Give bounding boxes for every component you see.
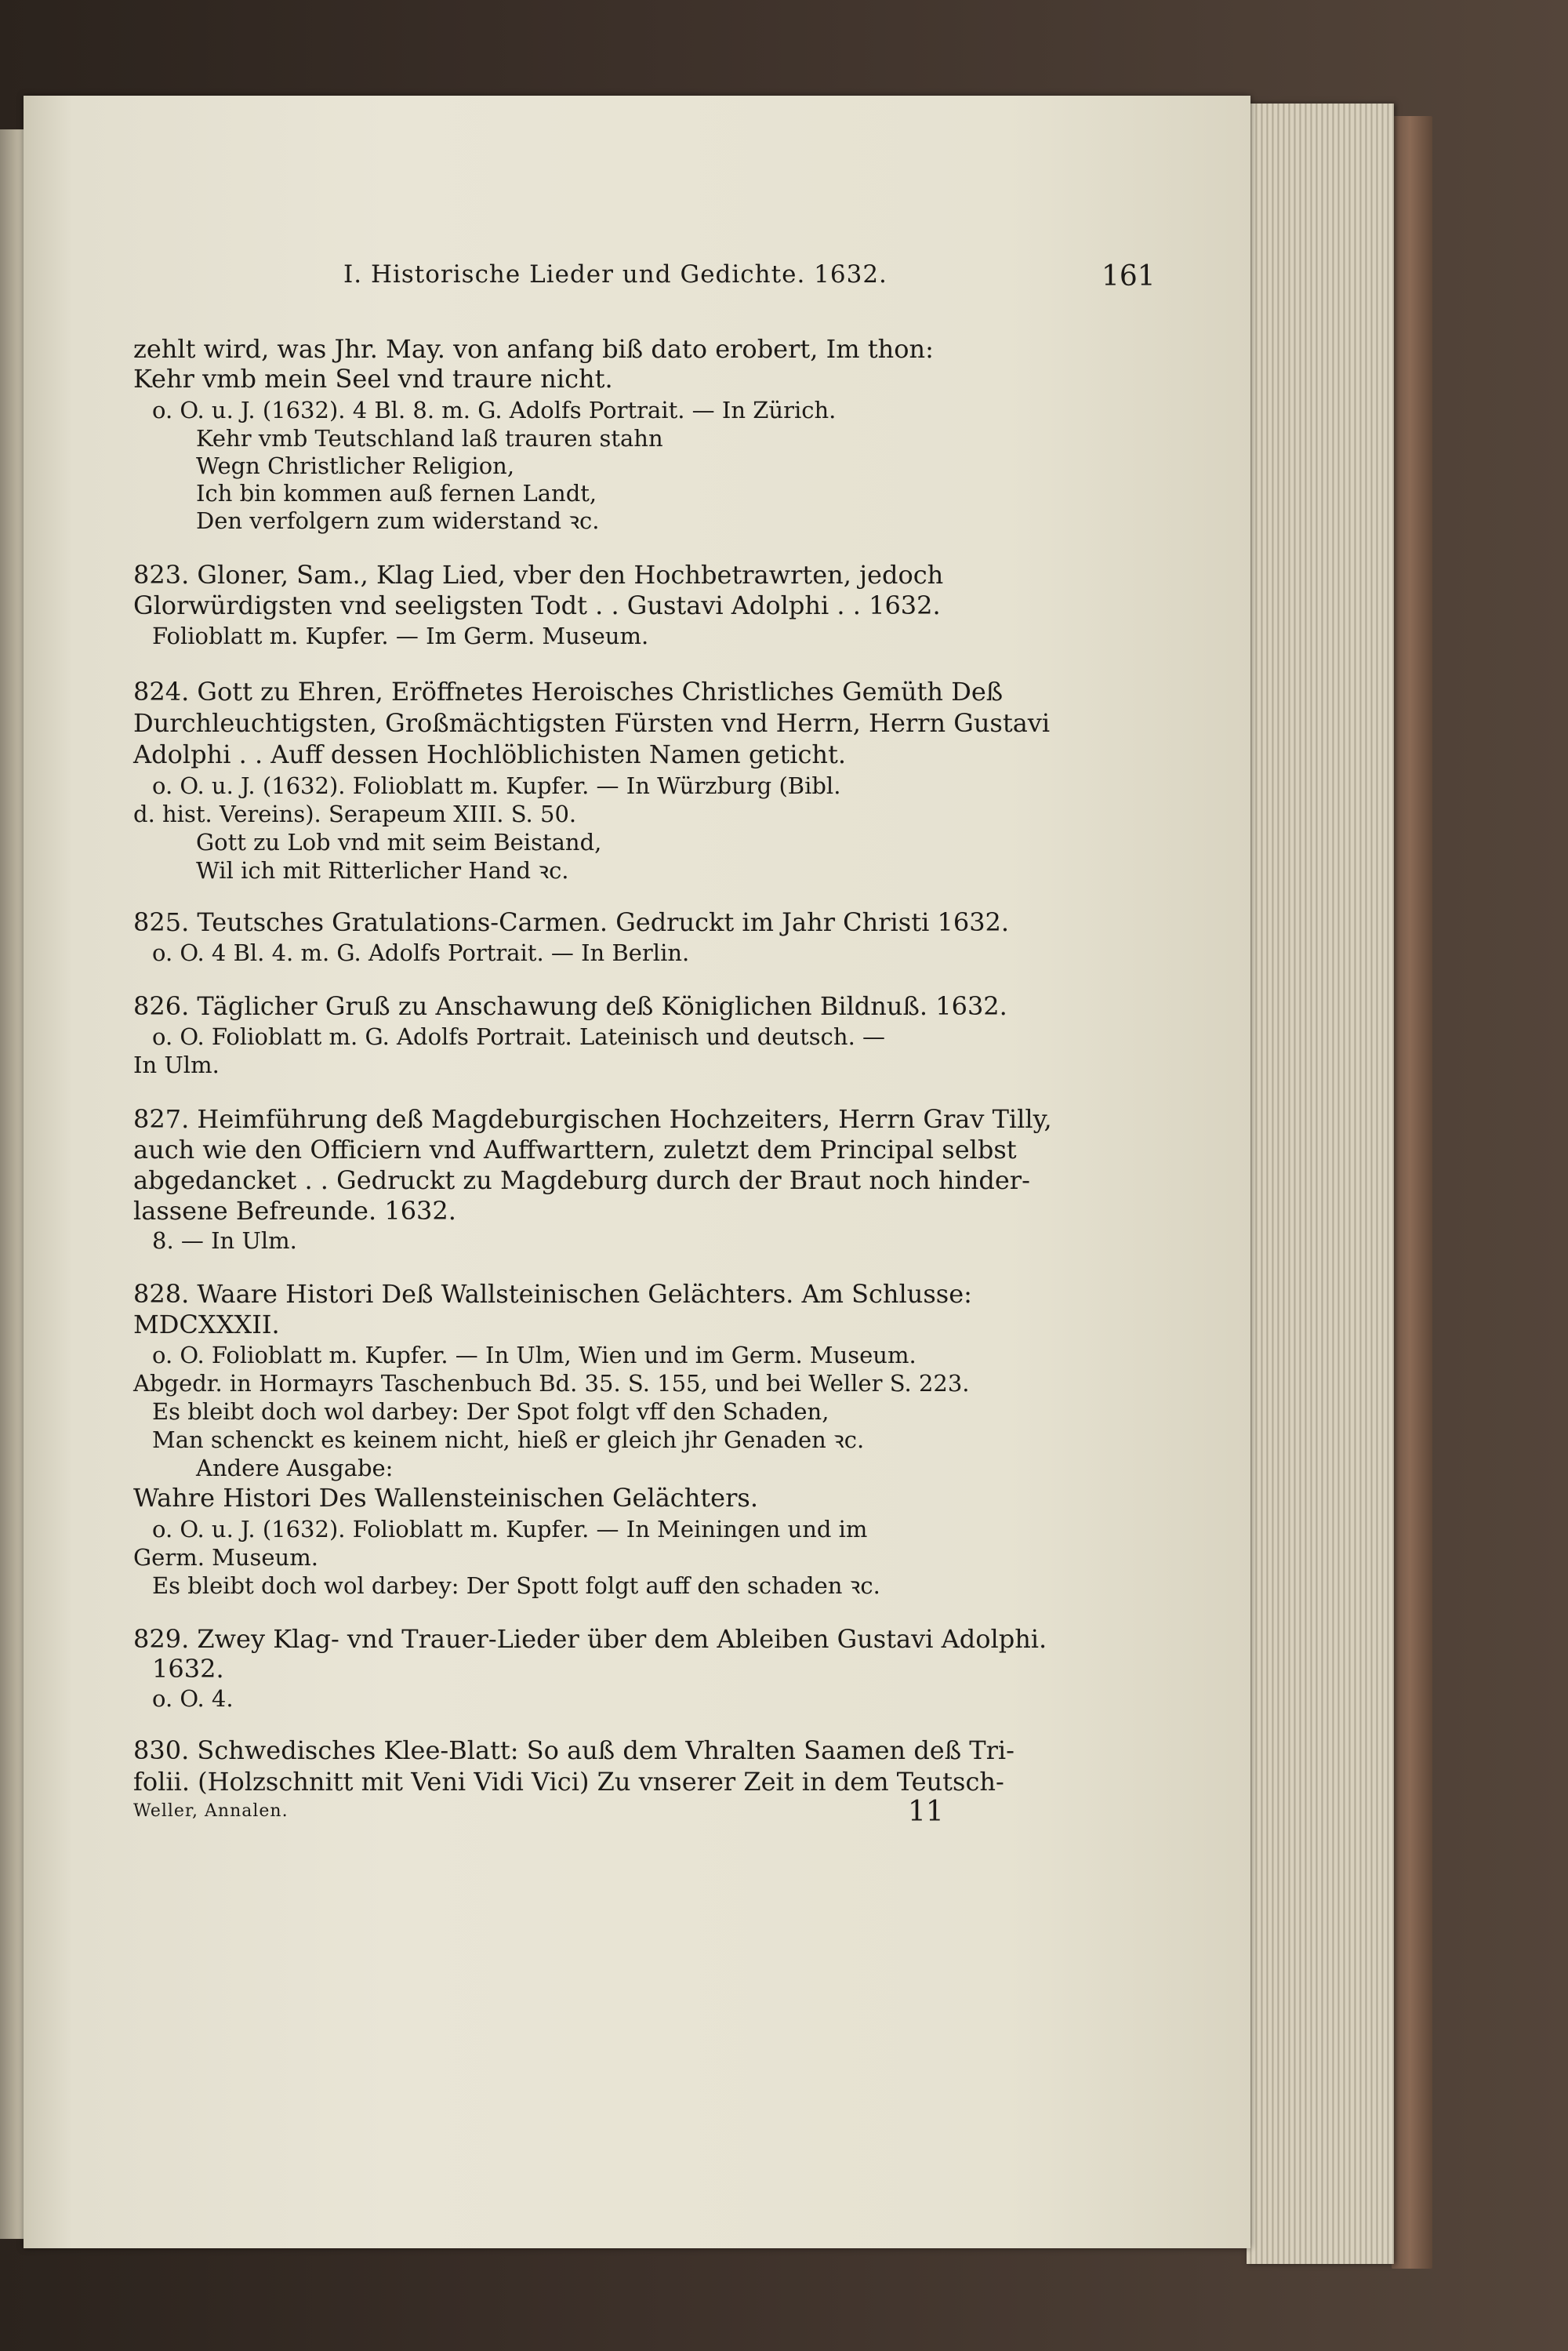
verse-line: Es bleibt doch wol darbey: Der Spot folgt vff den Schaden, xyxy=(152,1398,829,1425)
page-number: 161 xyxy=(1102,260,1156,293)
text-line: o. O. Folioblatt m. G. Adolfs Portrait. Lateinisch und deutsch. — xyxy=(152,1023,886,1050)
entry-824: 824. Gott zu Ehren, Eröffnetes Heroisches Christliches Gemüth Deß xyxy=(133,677,1004,707)
text-line: o. O. u. J. (1632). Folioblatt m. Kupfer. — In Würzburg (Bibl. xyxy=(152,772,841,799)
text-line: Wahre Histori Des Wallensteinischen Gelächters. xyxy=(133,1483,758,1513)
text-line: auch wie den Officiern vnd Auffwarttern, zuletzt dem Principal selbst xyxy=(133,1135,1017,1165)
text-line: abgedancket . . Gedruckt zu Magdeburg durch der Braut noch hinder- xyxy=(133,1165,1030,1195)
text-line: lassene Befreunde. 1632. xyxy=(133,1196,456,1226)
verse-line: Kehr vmb Teutschland laß trauren stahn xyxy=(196,425,663,452)
text-line: Durchleuchtigsten, Großmächtigsten Fürsten vnd Herrn, Herrn Gustavi xyxy=(133,708,1051,738)
text-line: d. hist. Vereins). Serapeum XIII. S. 50. xyxy=(133,801,577,827)
entry-830: 830. Schwedisches Klee-Blatt: So auß dem Vhralten Saamen deß Tri- xyxy=(133,1735,1014,1765)
entry-826: 826. Täglicher Gruß zu Anschawung deß Königlichen Bildnuß. 1632. xyxy=(133,991,1007,1021)
entry-829: 829. Zwey Klag- vnd Trauer-Lieder über dem Ableiben Gustavi Adolphi. xyxy=(133,1624,1047,1654)
running-header xyxy=(24,260,1250,300)
verse-line: Wegn Christlicher Religion, xyxy=(196,452,515,479)
text-line: o. O. Folioblatt m. Kupfer. — In Ulm, Wien und im Germ. Museum. xyxy=(152,1342,916,1368)
text-line: Folioblatt m. Kupfer. — Im Germ. Museum. xyxy=(152,623,649,649)
entry-825: 825. Teutsches Gratulations-Carmen. Gedruckt im Jahr Christi 1632. xyxy=(133,907,1010,937)
text-line: o. O. u. J. (1632). Folioblatt m. Kupfer. — In Meiningen und im xyxy=(152,1516,868,1543)
text-line: zehlt wird, was Jhr. May. von anfang biß dato erobert, Im thon: xyxy=(133,334,934,364)
verse-line: Es bleibt doch wol darbey: Der Spott folgt auff den schaden ꝛc. xyxy=(152,1572,880,1599)
signature-mark: Weller, Annalen. xyxy=(133,1801,289,1821)
text-line: Kehr vmb mein Seel vnd traure nicht. xyxy=(133,364,613,394)
verse-line: Gott zu Lob vnd mit seim Beistand, xyxy=(196,829,602,856)
text-line: folii. (Holzschnitt mit Veni Vidi Vici) Zu vnserer Zeit in dem Teutsch- xyxy=(133,1767,1004,1797)
text-line: o. O. 4. xyxy=(152,1685,234,1712)
text-line: o. O. 4 Bl. 4. m. G. Adolfs Portrait. — In Berlin. xyxy=(152,939,690,966)
text-line: 8. — In Ulm. xyxy=(152,1227,297,1254)
text-line: Glorwürdigsten vnd seeligsten Todt . . Gustavi Adolphi . . 1632. xyxy=(133,590,941,620)
text-line: Germ. Museum. xyxy=(133,1544,318,1571)
text-line: MDCXXXII. xyxy=(133,1310,280,1339)
verse-line: Wil ich mit Ritterlicher Hand ꝛc. xyxy=(196,857,569,884)
book-page xyxy=(24,96,1250,2248)
text-line: Abgedr. in Hormayrs Taschenbuch Bd. 35. S. 155, und bei Weller S. 223. xyxy=(133,1370,970,1397)
text-line: Andere Ausgabe: xyxy=(196,1455,394,1481)
signature-number: 11 xyxy=(908,1796,944,1828)
text-line: In Ulm. xyxy=(133,1052,220,1078)
text-line: o. O. u. J. (1632). 4 Bl. 8. m. G. Adolfs Portrait. — In Zürich. xyxy=(152,397,837,423)
verse-line: Den verfolgern zum widerstand ꝛc. xyxy=(196,507,600,534)
entry-828: 828. Waare Histori Deß Wallsteinischen Gelächters. Am Schlusse: xyxy=(133,1279,972,1309)
header-title: I. Historische Lieder und Gedichte. 1632. xyxy=(343,260,887,289)
verse-line: Ich bin kommen auß fernen Landt, xyxy=(196,480,597,507)
book-cover-edge xyxy=(1392,116,1432,2269)
entry-823: 823. Gloner, Sam., Klag Lied, vber den Hochbetrawrten, jedoch xyxy=(133,560,944,590)
text-line: 1632. xyxy=(152,1654,224,1684)
text-line: Adolphi . . Auff dessen Hochlöblichisten Namen geticht. xyxy=(133,739,847,769)
page-stack-edges xyxy=(1247,104,1394,2264)
entry-827: 827. Heimführung deß Magdeburgischen Hochzeiters, Herrn Grav Tilly, xyxy=(133,1104,1052,1134)
verse-line: Man schenckt es keinem nicht, hieß er gleich jhr Genaden ꝛc. xyxy=(152,1426,865,1453)
